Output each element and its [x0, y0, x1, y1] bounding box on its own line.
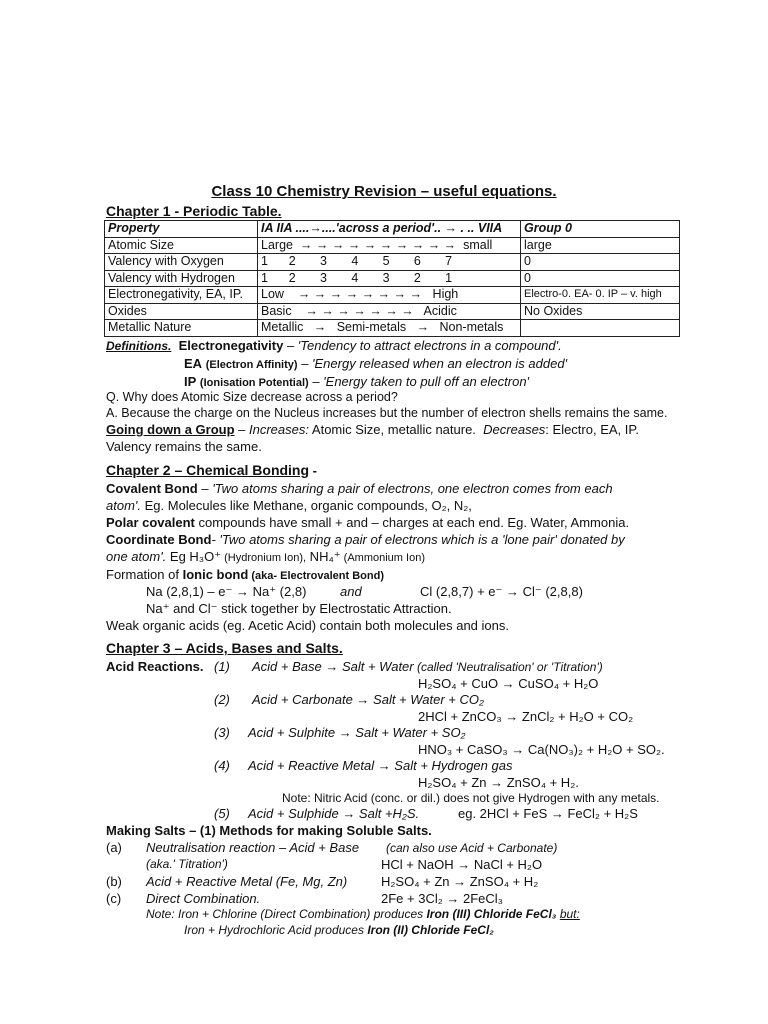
chapter-3-heading: Chapter 3 – Acids, Bases and Salts. [106, 640, 343, 656]
table-header-cell: IA IIA ....→....'across a period'.. → . .. VIIA [258, 221, 521, 238]
chapter-2-heading-line [106, 462, 317, 479]
definitions-label: Definitions. [106, 339, 172, 353]
term: Covalent Bond [106, 481, 198, 496]
reaction-2-equation: 2HCl + ZnCO₃ → ZnCl₂ + H₂O + CO₂ [418, 709, 634, 724]
text: Eg. Molecules like Methane, organic compounds, O₂, N₂, [141, 498, 472, 513]
table-cell: Oxides [105, 303, 258, 320]
text: NH₄⁺ [306, 549, 341, 564]
table-row [105, 320, 680, 337]
reaction-1-equation: H₂SO₄ + CuO → CuSO₄ + H₂O [418, 676, 599, 691]
table-cell: large [521, 237, 680, 254]
text: (Hydronium Ion), [221, 552, 307, 564]
table-row [105, 254, 680, 271]
table-cell [521, 320, 680, 337]
table-row [105, 287, 680, 304]
method-a-aka: (aka.' Titration') [146, 857, 228, 871]
definition-ea [184, 355, 567, 374]
method-a-label: (a) [106, 840, 122, 855]
making-salts-heading: Making Salts – (1) Methods for making Soluble Salts. [106, 823, 432, 838]
table-cell: Valency with Oxygen [105, 254, 258, 271]
reaction-number: (1) [214, 659, 230, 674]
table-cell: Low → → → → → → → → High [258, 287, 521, 304]
reaction-number: (5) [214, 806, 230, 821]
text: one atom'. [106, 549, 167, 564]
text: but: [559, 907, 580, 921]
attraction-line: Na⁺ and Cl⁻ stick together by Electrostatic Attraction. [146, 601, 452, 616]
and-word: and [340, 584, 362, 599]
table-cell: Electronegativity, EA, IP. [105, 287, 258, 304]
text: - 'Two atoms sharing a pair of electrons which is a 'lone pair' donated by [211, 532, 625, 547]
method-b-equation: H₂SO₄ + Zn → ZnSO₄ + H₂ [381, 874, 539, 889]
reaction-5-equation: eg. 2HCl + FeS → FeCl₂ + H₂S [458, 806, 638, 821]
table-row [105, 237, 680, 254]
def-sub: (Ionisation Potential) [199, 377, 309, 389]
method-c: Direct Combination. [146, 891, 261, 906]
table-cell: No Oxides [521, 303, 680, 320]
polar-covalent [106, 514, 629, 531]
na-equation: Na (2,8,1) – e⁻ → Na⁺ (2,8) [146, 584, 307, 599]
text: Note: Iron + Chlorine (Direct Combination) produces [146, 907, 427, 921]
reaction-4: Acid + Reactive Metal → Salt + Hydrogen gas [248, 758, 513, 773]
text: – 'Two atoms sharing a pair of electrons, one electron comes from each [197, 481, 613, 496]
reaction-number: (2) [214, 692, 230, 707]
text: Iron + Hydrochloric Acid produces [184, 923, 368, 937]
table-header-row [105, 221, 680, 238]
reaction-5: Acid + Sulphide → Salt +H₂S. [248, 806, 420, 821]
term: Coordinate Bond [106, 532, 212, 547]
def-term: IP [184, 374, 197, 389]
method-a-note: (can also use Acid + Carbonate) [386, 841, 558, 855]
table-cell: 0 [521, 270, 680, 287]
table-cell: 1 2 3 4 3 2 1 [258, 270, 521, 287]
method-c-equation: 2Fe + 3Cl₂ → 2FeCl₃ [381, 891, 503, 906]
reaction-4-note: Note: Nitric Acid (conc. or dil.) does not give Hydrogen with any metals. [282, 791, 660, 805]
reaction-2: Acid + Carbonate → Salt + Water + CO₂ [252, 692, 484, 707]
answer-text: A. Because the charge on the Nucleus increases but the number of electron shells remains the same. [106, 406, 668, 420]
table-row [105, 303, 680, 320]
question-text: Q. Why does Atomic Size decrease across a period? [106, 390, 398, 404]
reaction-1 [252, 658, 603, 676]
group-dec: Decreases [483, 422, 546, 437]
table-cell: 1 2 3 4 5 6 7 [258, 254, 521, 271]
table-header-cell: Property [105, 221, 258, 238]
chapter-2-heading: Chapter 2 – Chemical Bonding [106, 462, 310, 478]
chapter-1-heading: Chapter 1 - Periodic Table. [106, 203, 282, 219]
reaction-number: (4) [214, 758, 230, 773]
table-header-cell: Group 0 [521, 221, 680, 238]
method-a: Neutralisation reaction – Acid + Base [146, 840, 360, 855]
table-cell: Metallic → Semi-metals → Non-metals [258, 320, 521, 337]
iron-note-2 [184, 922, 494, 939]
weak-acids-line: Weak organic acids (eg. Acetic Acid) contain both molecules and ions. [106, 618, 509, 633]
def-term: Electronegativity [178, 338, 284, 353]
text: (aka- Electrovalent Bond) [248, 570, 385, 582]
text: Acid + Base → Salt + Water [252, 659, 414, 674]
text: Eg H₃O⁺ [166, 549, 222, 564]
def-text: – 'Energy released when an electron is added' [301, 356, 568, 371]
method-c-label: (c) [106, 891, 122, 906]
reaction-number: (3) [214, 725, 230, 740]
table-cell: Electro-0. EA- 0. IP – v. high [521, 287, 680, 304]
method-b-label: (b) [106, 874, 122, 889]
valency-line: Valency remains the same. [106, 439, 262, 454]
method-a-equation: HCl + NaOH → NaCl + H₂O [381, 857, 543, 872]
def-text: – 'Tendency to attract electrons in a compound'. [286, 338, 562, 353]
reaction-3: Acid + Sulphite → Salt + Water + SO₂ [248, 725, 466, 740]
heading-suffix: - [309, 463, 317, 478]
term: Ionic bond [182, 567, 249, 582]
table-cell: Valency with Hydrogen [105, 270, 258, 287]
group-trend [106, 421, 639, 438]
group-inc: – Increases: [238, 422, 309, 437]
reaction-3-equation: HNO₃ + CaSO₃ → Ca(NO₃)₂ + H₂O + SO₂. [418, 742, 665, 757]
table-row [105, 270, 680, 287]
iron-note-1 [146, 906, 580, 923]
def-sub: (Electron Affinity) [205, 359, 298, 371]
cl-equation: Cl (2,8,7) + e⁻ → Cl⁻ (2,8,8) [420, 584, 583, 599]
def-text: – 'Energy taken to pull off an electron' [312, 374, 530, 389]
text: Formation of [106, 567, 183, 582]
group-inc-text: Atomic Size, metallic nature. [311, 422, 476, 437]
periodic-table [104, 220, 680, 337]
coordinate-bond [106, 531, 625, 548]
table-cell: Basic → → → → → → → Acidic [258, 303, 521, 320]
covalent-bond [106, 480, 613, 497]
term: Polar covalent [106, 515, 195, 530]
definition-electronegativity [106, 337, 562, 355]
text: compounds have small + and – charges at each end. Eg. Water, Ammonia. [194, 515, 630, 530]
table-cell: Large → → → → → → → → → → small [258, 237, 521, 254]
text: (called 'Neutralisation' or 'Titration') [413, 660, 603, 674]
reaction-4-equation: H₂SO₄ + Zn → ZnSO₄ + H₂. [418, 775, 579, 790]
text: (Ammonium Ion) [340, 552, 425, 564]
coordinate-bond-line2 [106, 548, 425, 567]
acid-reactions-label: Acid Reactions. [106, 659, 204, 674]
table-cell: Atomic Size [105, 237, 258, 254]
text: Iron (III) Chloride FeCl₃ [426, 907, 557, 921]
page-title: Class 10 Chemistry Revision – useful equations. [211, 183, 557, 200]
group-label: Going down a Group [106, 422, 235, 437]
text: Iron (II) Chloride FeCl₂ [367, 923, 494, 937]
table-cell: 0 [521, 254, 680, 271]
table-cell: Metallic Nature [105, 320, 258, 337]
def-term: EA [184, 356, 203, 371]
text: atom'. [106, 498, 141, 513]
group-dec-text: : Electro, EA, IP. [545, 422, 639, 437]
method-b: Acid + Reactive Metal (Fe, Mg, Zn) [146, 874, 348, 889]
covalent-bond-line2 [106, 497, 472, 514]
